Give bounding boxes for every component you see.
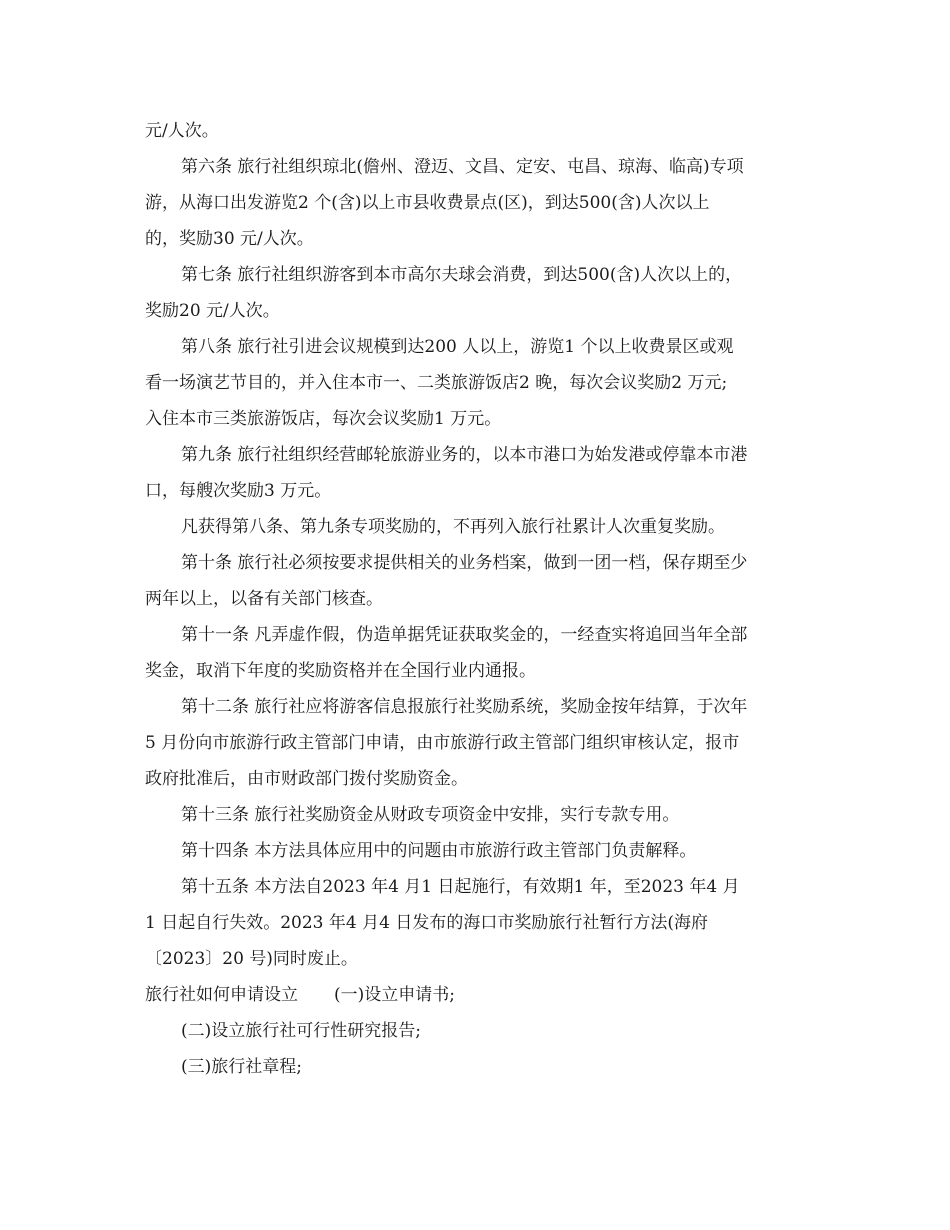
text-line: 游，从海口出发游览2 个(含)以上市县收费景点(区)，到达500(含)人次以上 — [145, 193, 710, 213]
text-line: 奖励20 元/人次。 — [145, 301, 280, 321]
text-line: 5 月份向市旅游行政主管部门申请，由市旅游行政主管部门组织审核认定，报市 — [145, 733, 740, 753]
text-line: 〔2023〕20 号)同时废止。 — [145, 949, 358, 969]
article-8-line: 第八条 旅行社引进会议规模到达200 人以上，游览1 个以上收费景区或观 — [181, 337, 734, 357]
text-line: 入住本市三类旅游饭店，每次会议奖励1 万元。 — [145, 409, 502, 429]
article-11-line: 第十一条 凡弄虚作假，伪造单据凭证获取奖金的，一经查实将追回当年全部 — [181, 625, 748, 645]
text-line: 的，奖励30 元/人次。 — [145, 229, 314, 249]
article-15-line: 第十五条 本方法自2023 年4 月1 日起施行，有效期1 年，至2023 年4 月 — [181, 877, 740, 897]
text-line: 元/人次。 — [145, 121, 219, 141]
text-line: 两年以上，以备有关部门核查。 — [145, 589, 383, 609]
list-item-1: (一)设立申请书; — [334, 985, 455, 1005]
article-14-line: 第十四条 本方法具体应用中的问题由市旅游行政主管部门负责解释。 — [181, 841, 697, 861]
article-12-line: 第十二条 旅行社应将游客信息报旅行社奖励系统，奖励金按年结算，于次年 — [181, 697, 748, 717]
article-6-line: 第六条 旅行社组织琼北(儋州、澄迈、文昌、定安、屯昌、琼海、临高)专项 — [181, 157, 744, 177]
note-line: 凡获得第八条、第九条专项奖励的，不再列入旅行社累计人次重复奖励。 — [181, 517, 725, 537]
section-heading: 旅行社如何申请设立 — [145, 985, 298, 1005]
text-line: 奖金，取消下年度的奖励资格并在全国行业内通报。 — [145, 661, 536, 681]
article-7-line: 第七条 旅行社组织游客到本市高尔夫球会消费，到达500(含)人次以上的， — [181, 265, 743, 285]
document-body — [145, 113, 815, 1085]
text-line: 口，每艘次奖励3 万元。 — [145, 481, 332, 501]
list-item-3: (三)旅行社章程; — [181, 1057, 302, 1077]
text-line: 政府批准后，由市财政部门拨付奖励资金。 — [145, 769, 468, 789]
text-line: 1 日起自行失效。2023 年4 月4 日发布的海口市奖励旅行社暂行方法(海府 — [145, 913, 708, 933]
article-9-line: 第九条 旅行社组织经营邮轮旅游业务的，以本市港口为始发港或停靠本市港 — [181, 445, 748, 465]
article-10-line: 第十条 旅行社必须按要求提供相关的业务档案，做到一团一档，保存期至少 — [181, 553, 748, 573]
list-item-2: (二)设立旅行社可行性研究报告; — [181, 1021, 421, 1041]
section-heading-line — [145, 977, 815, 1013]
article-13-line: 第十三条 旅行社奖励资金从财政专项资金中安排，实行专款专用。 — [181, 805, 680, 825]
text-line: 看一场演艺节目的，并入住本市一、二类旅游饭店2 晚，每次会议奖励2 万元; — [145, 373, 728, 393]
